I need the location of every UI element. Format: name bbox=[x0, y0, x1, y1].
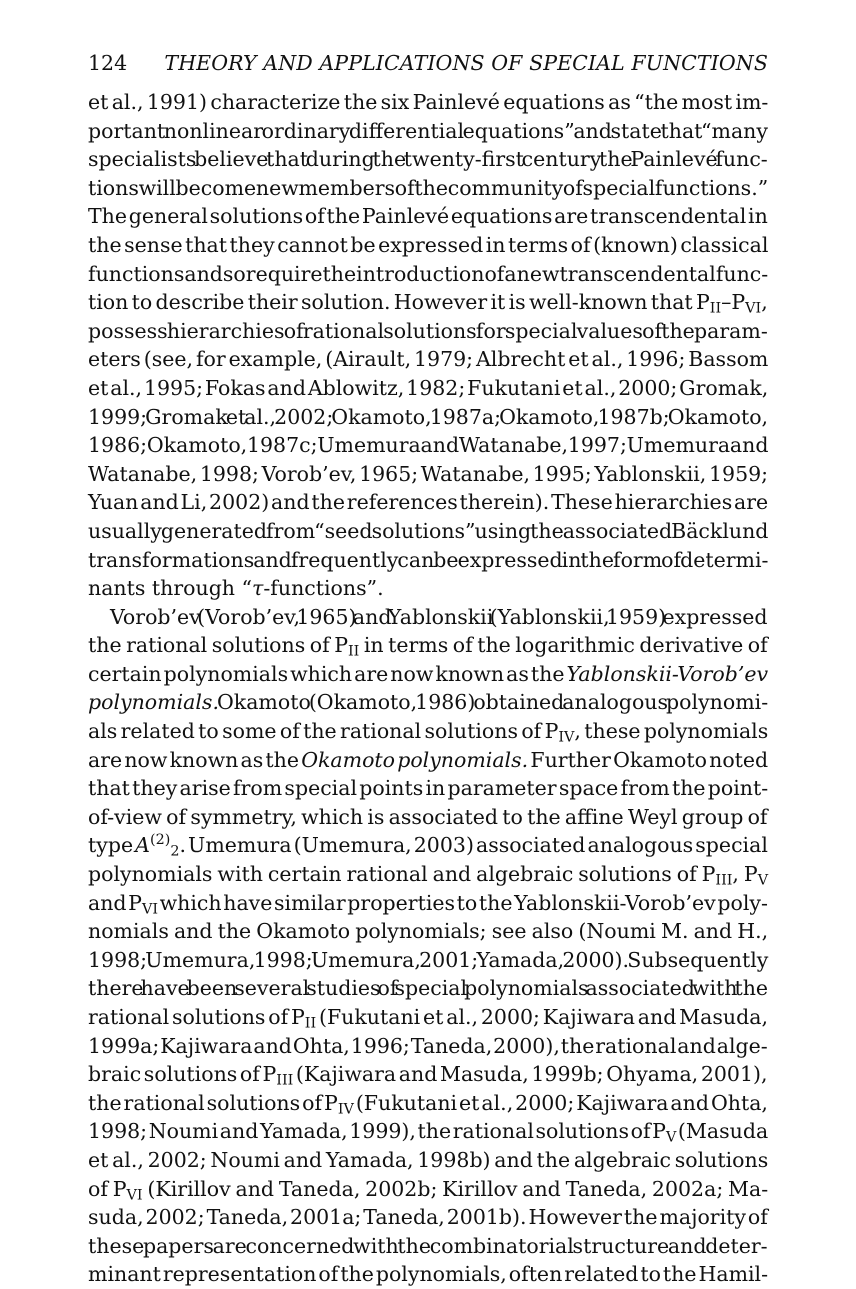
subscript: VI bbox=[126, 1187, 143, 1204]
text-run: tion to describe their solution. However it is well-known that P bbox=[88, 290, 710, 315]
text-line bbox=[88, 746, 768, 775]
text-line bbox=[88, 145, 768, 174]
text-line bbox=[88, 488, 768, 517]
text-line bbox=[88, 88, 768, 117]
text-line bbox=[88, 174, 768, 203]
text-run: Okamoto (Okamoto, 1986) obtained analogous polynomi- bbox=[218, 690, 769, 715]
text-line bbox=[88, 546, 768, 575]
text-line bbox=[88, 1175, 768, 1204]
text-line bbox=[88, 317, 768, 346]
body-text bbox=[88, 88, 768, 1289]
text-line bbox=[88, 1089, 768, 1118]
text-run: Yuan and Li, 2002) and the references therein). These hierarchies are bbox=[88, 490, 769, 515]
subscript: II bbox=[347, 643, 360, 660]
text-line bbox=[88, 403, 768, 432]
running-head bbox=[88, 48, 768, 78]
text-run: in terms of the logarithmic derivative of bbox=[359, 633, 768, 658]
text-line bbox=[88, 1032, 768, 1061]
text-line bbox=[88, 831, 768, 860]
subscript: II bbox=[304, 1015, 317, 1032]
text-line bbox=[88, 631, 768, 660]
text-run: (Fukutani et al., 2000; Kajiwara and Ohta, bbox=[353, 1090, 768, 1115]
text-run: The general solutions of the Painlevé equations are transcendental in bbox=[88, 204, 768, 229]
text-run: Watanabe, 1998; Vorob’ev, 1965; Watanabe, 1995; Yablonskii, 1959; bbox=[88, 461, 769, 486]
text-run: 1999; Gromak et al., 2002; Okamoto, 1987a; Okamoto, 1987b; Okamoto, bbox=[88, 404, 769, 429]
text-run: type bbox=[88, 833, 136, 858]
subscript: V bbox=[757, 872, 769, 889]
text-line bbox=[88, 260, 768, 289]
text-run: . Umemura (Umemura, 2003) associated analogous special bbox=[179, 833, 768, 858]
text-run: the sense that they cannot be expressed in terms of (known) classical bbox=[88, 232, 769, 257]
text-run: (Masuda bbox=[676, 1119, 769, 1144]
text-line bbox=[88, 803, 768, 832]
text-run: suda, 2002; Taneda, 2001a; Taneda, 2001b). However the majority of bbox=[88, 1205, 768, 1230]
text-run: that they arise from special points in parameter space from the point- bbox=[88, 776, 769, 801]
text-run: these papers are concerned with the combinatorial structure and deter- bbox=[88, 1233, 768, 1258]
subscript: VI bbox=[745, 300, 762, 317]
text-run: and P bbox=[88, 890, 142, 915]
text-line bbox=[88, 288, 768, 317]
italic-text: τ bbox=[252, 576, 264, 601]
subscript: VI bbox=[141, 901, 158, 918]
text-line bbox=[88, 517, 768, 546]
text-run: –P bbox=[721, 290, 746, 315]
page-number: 124 bbox=[88, 51, 128, 75]
text-run: minant representation of the polynomials, often related to the Hamil- bbox=[88, 1262, 769, 1287]
italic-text: Okamoto polynomials. bbox=[301, 747, 529, 772]
text-line bbox=[88, 946, 768, 975]
superscript: (2) bbox=[149, 832, 171, 849]
text-line bbox=[88, 603, 768, 632]
subscript: III bbox=[276, 1072, 294, 1089]
text-run: usually generated from “seed solutions” using the associated Bäcklund bbox=[88, 518, 769, 543]
text-run: which have similar properties to the Yablonskii-Vorob’ev poly- bbox=[158, 890, 768, 915]
text-line bbox=[88, 1060, 768, 1089]
text-run: 1998; Umemura, 1998; Umemura, 2001; Yamada, 2000). Subsequently bbox=[88, 947, 769, 972]
subscript: II bbox=[709, 300, 722, 317]
text-line bbox=[88, 974, 768, 1003]
italic-text: Yablonskii-Vorob’ev bbox=[566, 661, 769, 686]
subscript: 2 bbox=[170, 844, 180, 861]
text-line bbox=[88, 460, 768, 489]
text-run: als related to some of the rational solutions of P bbox=[88, 719, 559, 744]
text-line bbox=[88, 660, 768, 689]
text-run: et al., 2002; Noumi and Yamada, 1998b) and the algebraic solutions bbox=[88, 1147, 769, 1172]
text-line bbox=[88, 1117, 768, 1146]
text-line bbox=[88, 345, 768, 374]
text-line bbox=[88, 917, 768, 946]
text-run: (Fukutani et al., 2000; Kajiwara and Masuda, bbox=[316, 1005, 768, 1029]
text-run: et al., 1995; Fokas and Ablowitz, 1982; Fukutani et al., 2000; Gromak, bbox=[88, 375, 769, 400]
text-line bbox=[88, 1232, 768, 1261]
text-run: braic solutions of P bbox=[88, 1062, 277, 1087]
text-line bbox=[88, 1203, 768, 1232]
text-run: , P bbox=[732, 862, 758, 887]
text-run: of P bbox=[88, 1176, 127, 1201]
text-run: certain polynomials which are now known as the bbox=[88, 661, 567, 686]
text-run: specialists believe that during the twenty-first century the Painlevé func- bbox=[88, 147, 768, 172]
text-run: functions and so require the introduction of a new transcendental func- bbox=[88, 261, 769, 286]
text-line bbox=[88, 431, 768, 460]
text-run: portant nonlinear ordinary differential equations” and state that “many bbox=[88, 118, 768, 143]
text-run: polynomials with certain rational and algebraic solutions of P bbox=[88, 862, 716, 887]
italic-text: A bbox=[135, 833, 150, 858]
text-run: nomials and the Okamoto polynomials; see also (Noumi M. and H., bbox=[88, 919, 769, 944]
text-run: Further Okamoto noted bbox=[528, 747, 769, 772]
text-line bbox=[88, 1003, 768, 1032]
text-line bbox=[88, 374, 768, 403]
text-line bbox=[88, 688, 768, 717]
text-run: 1986; Okamoto, 1987c; Umemura and Watanabe, 1997; Umemura and bbox=[88, 433, 769, 458]
text-run: 1998; Noumi and Yamada, 1999), the rational solutions of P bbox=[88, 1119, 666, 1144]
text-run: , bbox=[761, 290, 768, 315]
text-line bbox=[88, 717, 768, 746]
text-line bbox=[88, 231, 768, 260]
text-run: (Kirillov and Taneda, 2002b; Kirillov and Taneda, 2002a; Ma- bbox=[142, 1176, 769, 1201]
text-run: the rational solutions of P bbox=[88, 633, 348, 658]
text-run: (Kajiwara and Masuda, 1999b; Ohyama, 2001), bbox=[293, 1062, 768, 1087]
text-line bbox=[88, 1146, 768, 1175]
text-run: et al., 1991) characterize the six Painlevé equations as “the most im- bbox=[88, 90, 769, 114]
text-run: there have been several studies of special polynomials associated with the bbox=[88, 976, 769, 1001]
text-run: rational solutions of P bbox=[88, 1005, 305, 1029]
text-run: 1999a; Kajiwara and Ohta, 1996; Taneda, 2000), the rational and alge- bbox=[88, 1033, 768, 1058]
text-run: eters (see, for example, (Airault, 1979; Albrecht et al., 1996; Bassom bbox=[88, 347, 769, 372]
subscript: IV bbox=[337, 1101, 354, 1118]
text-run: of-view of symmetry, which is associated to the affine Weyl group of bbox=[88, 804, 768, 829]
subscript: III bbox=[715, 872, 733, 889]
text-line bbox=[88, 202, 768, 231]
page bbox=[88, 48, 768, 1289]
text-line bbox=[88, 889, 768, 918]
text-line bbox=[88, 774, 768, 803]
running-title: THEORY AND APPLICATIONS OF SPECIAL FUNCTIONS bbox=[164, 51, 768, 75]
text-run: nants through “ bbox=[88, 576, 253, 601]
text-run: are now known as the bbox=[88, 747, 302, 772]
text-run: the rational solutions of P bbox=[88, 1090, 338, 1115]
text-run: transformations and frequently can be expressed in the form of determi- bbox=[88, 547, 769, 572]
text-line bbox=[88, 860, 768, 889]
text-run: possess hierarchies of rational solutions for special values of the param- bbox=[88, 318, 768, 343]
italic-text: polynomials. bbox=[88, 690, 219, 715]
subscript: IV bbox=[558, 729, 575, 746]
text-line bbox=[88, 574, 768, 603]
text-run: tions will become new members of the community of special functions.” bbox=[88, 175, 769, 200]
text-run: , these polynomials bbox=[574, 719, 769, 744]
subscript: V bbox=[665, 1129, 677, 1146]
text-line bbox=[88, 1260, 768, 1289]
text-line bbox=[88, 117, 768, 146]
text-run: Vorob’ev (Vorob’ev, 1965) and Yablonskii (Yablonskii, 1959) expressed bbox=[110, 604, 768, 629]
text-run: -functions”. bbox=[263, 576, 384, 601]
